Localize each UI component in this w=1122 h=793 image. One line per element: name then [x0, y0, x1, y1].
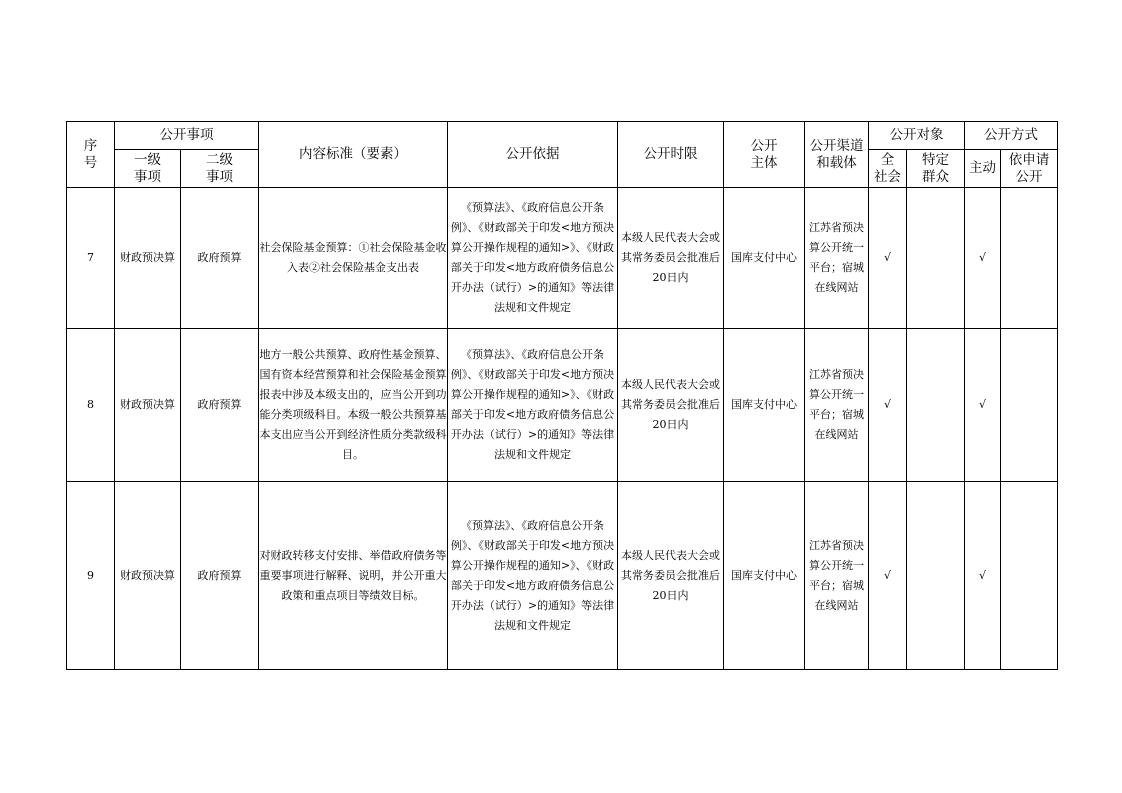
- header-specific-label: 特定 群众: [922, 151, 949, 185]
- row-seq: 9: [67, 482, 115, 670]
- row-content: 对财政转移支付安排、举借政府债务等重要事项进行解释、说明，并公开重大政策和重点项目等绩效目标。: [259, 482, 448, 670]
- table-header: [67, 122, 1058, 188]
- row-request-check: [1001, 188, 1058, 329]
- table-row: [67, 482, 1058, 670]
- header-request: [1001, 150, 1058, 188]
- header-request-label: 依申请 公开: [1008, 151, 1050, 185]
- header-level1: [115, 150, 181, 188]
- header-subject-label: 公开 主体: [750, 137, 778, 171]
- disclosure-table: [66, 121, 1058, 670]
- header-target-group-label: 公开对象: [889, 127, 944, 143]
- row-subject: 国库支付中心: [724, 329, 805, 482]
- row-channel: 江苏省预决算公开统一平台；宿城在线网站: [805, 482, 869, 670]
- header-specific: [907, 150, 965, 188]
- header-time-label: 公开时限: [643, 146, 698, 162]
- row-time: 本级人民代表大会或其常务委员会批准后20日内: [618, 482, 724, 670]
- header-basis: [448, 122, 618, 188]
- row-whole-check: √: [869, 329, 907, 482]
- header-method-group-label: 公开方式: [984, 127, 1038, 143]
- header-level2-label: 二级 事项: [206, 151, 233, 185]
- row-whole-check: √: [869, 188, 907, 329]
- header-active: [965, 150, 1001, 188]
- row-time: 本级人民代表大会或其常务委员会批准后20日内: [618, 329, 724, 482]
- header-content-label: 内容标准（要素）: [299, 146, 407, 162]
- row-active-check: √: [965, 329, 1001, 482]
- row-seq: 8: [67, 329, 115, 482]
- row-request-check: [1001, 329, 1058, 482]
- row-whole-check: √: [869, 482, 907, 670]
- row-level2: 政府预算: [181, 188, 259, 329]
- row-request-check: [1001, 482, 1058, 670]
- row-specific-check: [907, 329, 965, 482]
- header-time: [618, 122, 724, 188]
- header-level1-label: 一级 事项: [134, 151, 161, 185]
- row-content: 社会保险基金预算：①社会保险基金收入表②社会保险基金支出表: [259, 188, 448, 329]
- row-channel: 江苏省预决算公开统一平台；宿城在线网站: [805, 188, 869, 329]
- header-items-group: [115, 122, 259, 150]
- row-subject: 国库支付中心: [724, 482, 805, 670]
- table-row: [67, 188, 1058, 329]
- header-content: [259, 122, 448, 188]
- header-channel: [805, 122, 869, 188]
- row-basis: 《预算法》、《政府信息公开条例》、《财政部关于印发<地方预决算公开操作规程的通知>》、《财政部关于印发<地方政府债务信息公开办法（试行）>的通知》等法律法规和文件规定: [448, 482, 618, 670]
- row-specific-check: [907, 188, 965, 329]
- header-seq: [67, 122, 115, 188]
- row-basis: 《预算法》、《政府信息公开条例》、《财政部关于印发<地方预决算公开操作规程的通知>》、《财政部关于印发<地方政府债务信息公开办法（试行）>的通知》等法律法规和文件规定: [448, 188, 618, 329]
- row-active-check: √: [965, 188, 1001, 329]
- row-time: 本级人民代表大会或其常务委员会批准后20日内: [618, 188, 724, 329]
- header-target-group: [869, 122, 965, 150]
- row-subject: 国库支付中心: [724, 188, 805, 329]
- row-channel: 江苏省预决算公开统一平台；宿城在线网站: [805, 329, 869, 482]
- header-seq-label: 序 号: [83, 137, 98, 171]
- table-body: [67, 188, 1058, 670]
- row-level1: 财政预决算: [115, 188, 181, 329]
- header-whole-label: 全 社会: [874, 151, 901, 185]
- table-row: [67, 329, 1058, 482]
- header-channel-label: 公开渠道 和载体: [809, 137, 864, 171]
- row-level1: 财政预决算: [115, 482, 181, 670]
- header-method-group: [965, 122, 1058, 150]
- header-whole: [869, 150, 907, 188]
- row-basis: 《预算法》、《政府信息公开条例》、《财政部关于印发<地方预决算公开操作规程的通知>》、《财政部关于印发<地方政府债务信息公开办法（试行）>的通知》等法律法规和文件规定: [448, 329, 618, 482]
- row-content: 地方一般公共预算、政府性基金预算、国有资本经营预算和社会保险基金预算报表中涉及本级支出的，应当公开到功能分类项级科目。本级一般公共预算基本支出应当公开到经济性质分类款级科目。: [259, 329, 448, 482]
- row-active-check: √: [965, 482, 1001, 670]
- row-seq: 7: [67, 188, 115, 329]
- row-level1: 财政预决算: [115, 329, 181, 482]
- row-level2: 政府预算: [181, 482, 259, 670]
- header-subject: [724, 122, 805, 188]
- row-specific-check: [907, 482, 965, 670]
- header-level2: [181, 150, 259, 188]
- row-level2: 政府预算: [181, 329, 259, 482]
- header-active-label: 主动: [969, 160, 996, 176]
- header-basis-label: 公开依据: [505, 146, 560, 162]
- header-items-group-label: 公开事项: [159, 127, 214, 143]
